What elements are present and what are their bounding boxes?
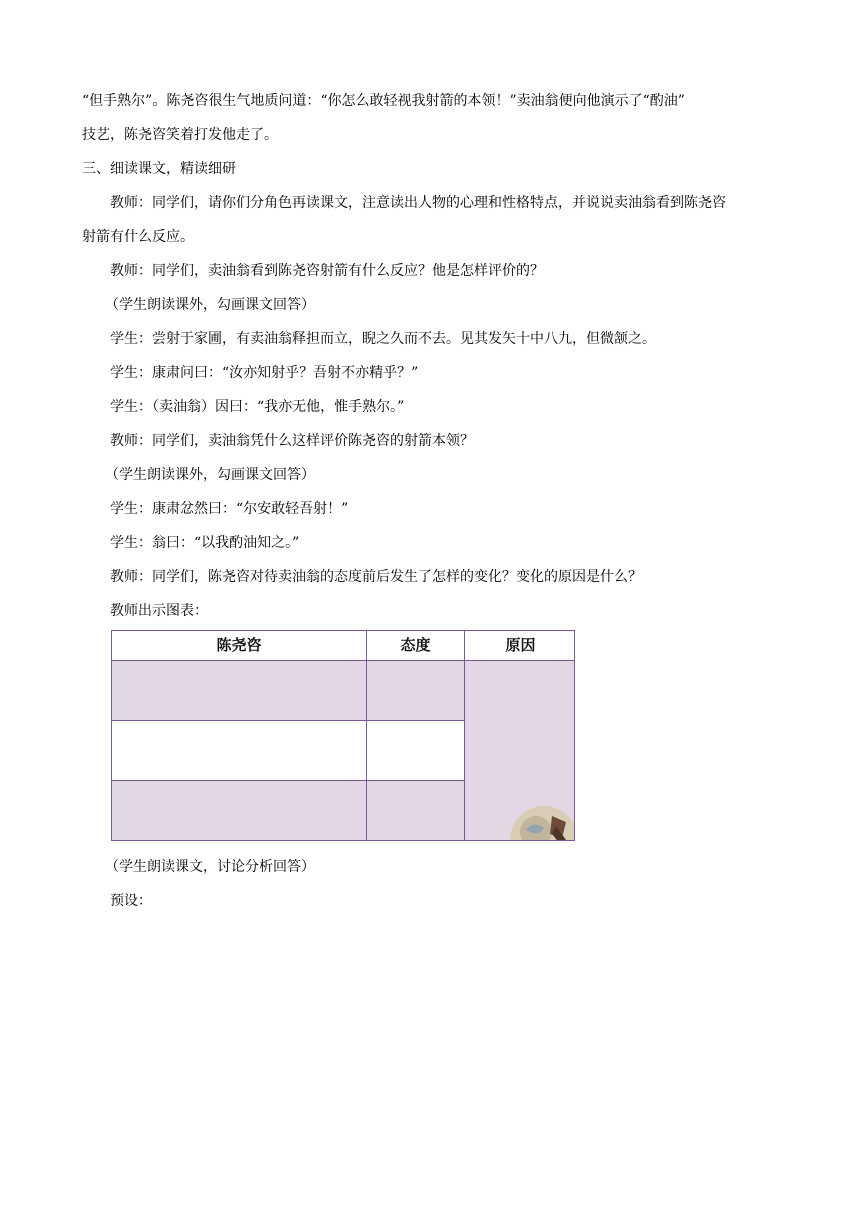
table-cell-row2-person <box>112 721 367 781</box>
table-cell-row2-attitude <box>367 721 465 781</box>
attitude-table <box>111 630 575 841</box>
table-cell-row3-attitude <box>367 781 465 841</box>
paragraph-story-summary: “但手熟尔”。陈尧咨很生气地质问道：“你怎么敢轻视我射箭的本领！”卖油翁便向他演示了“酌油” <box>82 93 685 109</box>
paragraph-teacher-question-2: 教师：同学们，卖油翁凭什么这样评价陈尧咨的射箭本领？ <box>110 433 474 449</box>
paragraph-note-2: （学生朗读课外，勾画课文回答） <box>105 467 315 483</box>
paragraph-story-summary-cont: 技艺，陈尧咨笑着打发他走了。 <box>82 127 278 143</box>
paragraph-chart-intro: 教师出示图表： <box>110 603 208 619</box>
table-header-person: 陈尧咨 <box>112 631 367 661</box>
table-cell-row1-attitude <box>367 661 465 721</box>
illustration-ornament <box>506 796 575 841</box>
table-cell-row1-person <box>112 661 367 721</box>
paragraph-student-answer-5: 学生：翁曰：“以我酌油知之。” <box>110 535 300 551</box>
table-cell-row3-person <box>112 781 367 841</box>
table-header-reason: 原因 <box>465 631 575 661</box>
paragraph-student-answer-3: 学生：（卖油翁）因曰：“我亦无他，惟手熟尔。” <box>110 399 405 415</box>
paragraph-teacher-instruction-cont: 射箭有什么反应。 <box>82 229 194 245</box>
paragraph-student-answer-4: 学生：康肃忿然曰：“尔安敢轻吾射！” <box>110 501 349 517</box>
paragraph-preset: 预设： <box>110 893 152 909</box>
paragraph-teacher-instruction: 教师：同学们，请你们分角色再读课文，注意读出人物的心理和性格特点，并说说卖油翁看到陈尧咨 <box>110 195 726 211</box>
paragraph-note-1: （学生朗读课外，勾画课文回答） <box>105 297 315 313</box>
paragraph-note-3: （学生朗读课文，讨论分析回答） <box>105 859 315 875</box>
paragraph-student-answer-2: 学生：康肃问曰：“汝亦知射乎？吾射不亦精乎？” <box>110 365 419 381</box>
paragraph-teacher-question-1: 教师：同学们，卖油翁看到陈尧咨射箭有什么反应？他是怎样评价的？ <box>110 263 544 279</box>
section-heading: 三、细读课文，精读细研 <box>82 161 236 177</box>
paragraph-student-answer-1: 学生：尝射于家圃，有卖油翁释担而立，睨之久而不去。见其发矢十中八九，但微颔之。 <box>110 331 656 347</box>
table-header-attitude: 态度 <box>367 631 465 661</box>
paragraph-teacher-question-3: 教师：同学们，陈尧咨对待卖油翁的态度前后发生了怎样的变化？变化的原因是什么？ <box>110 569 642 585</box>
